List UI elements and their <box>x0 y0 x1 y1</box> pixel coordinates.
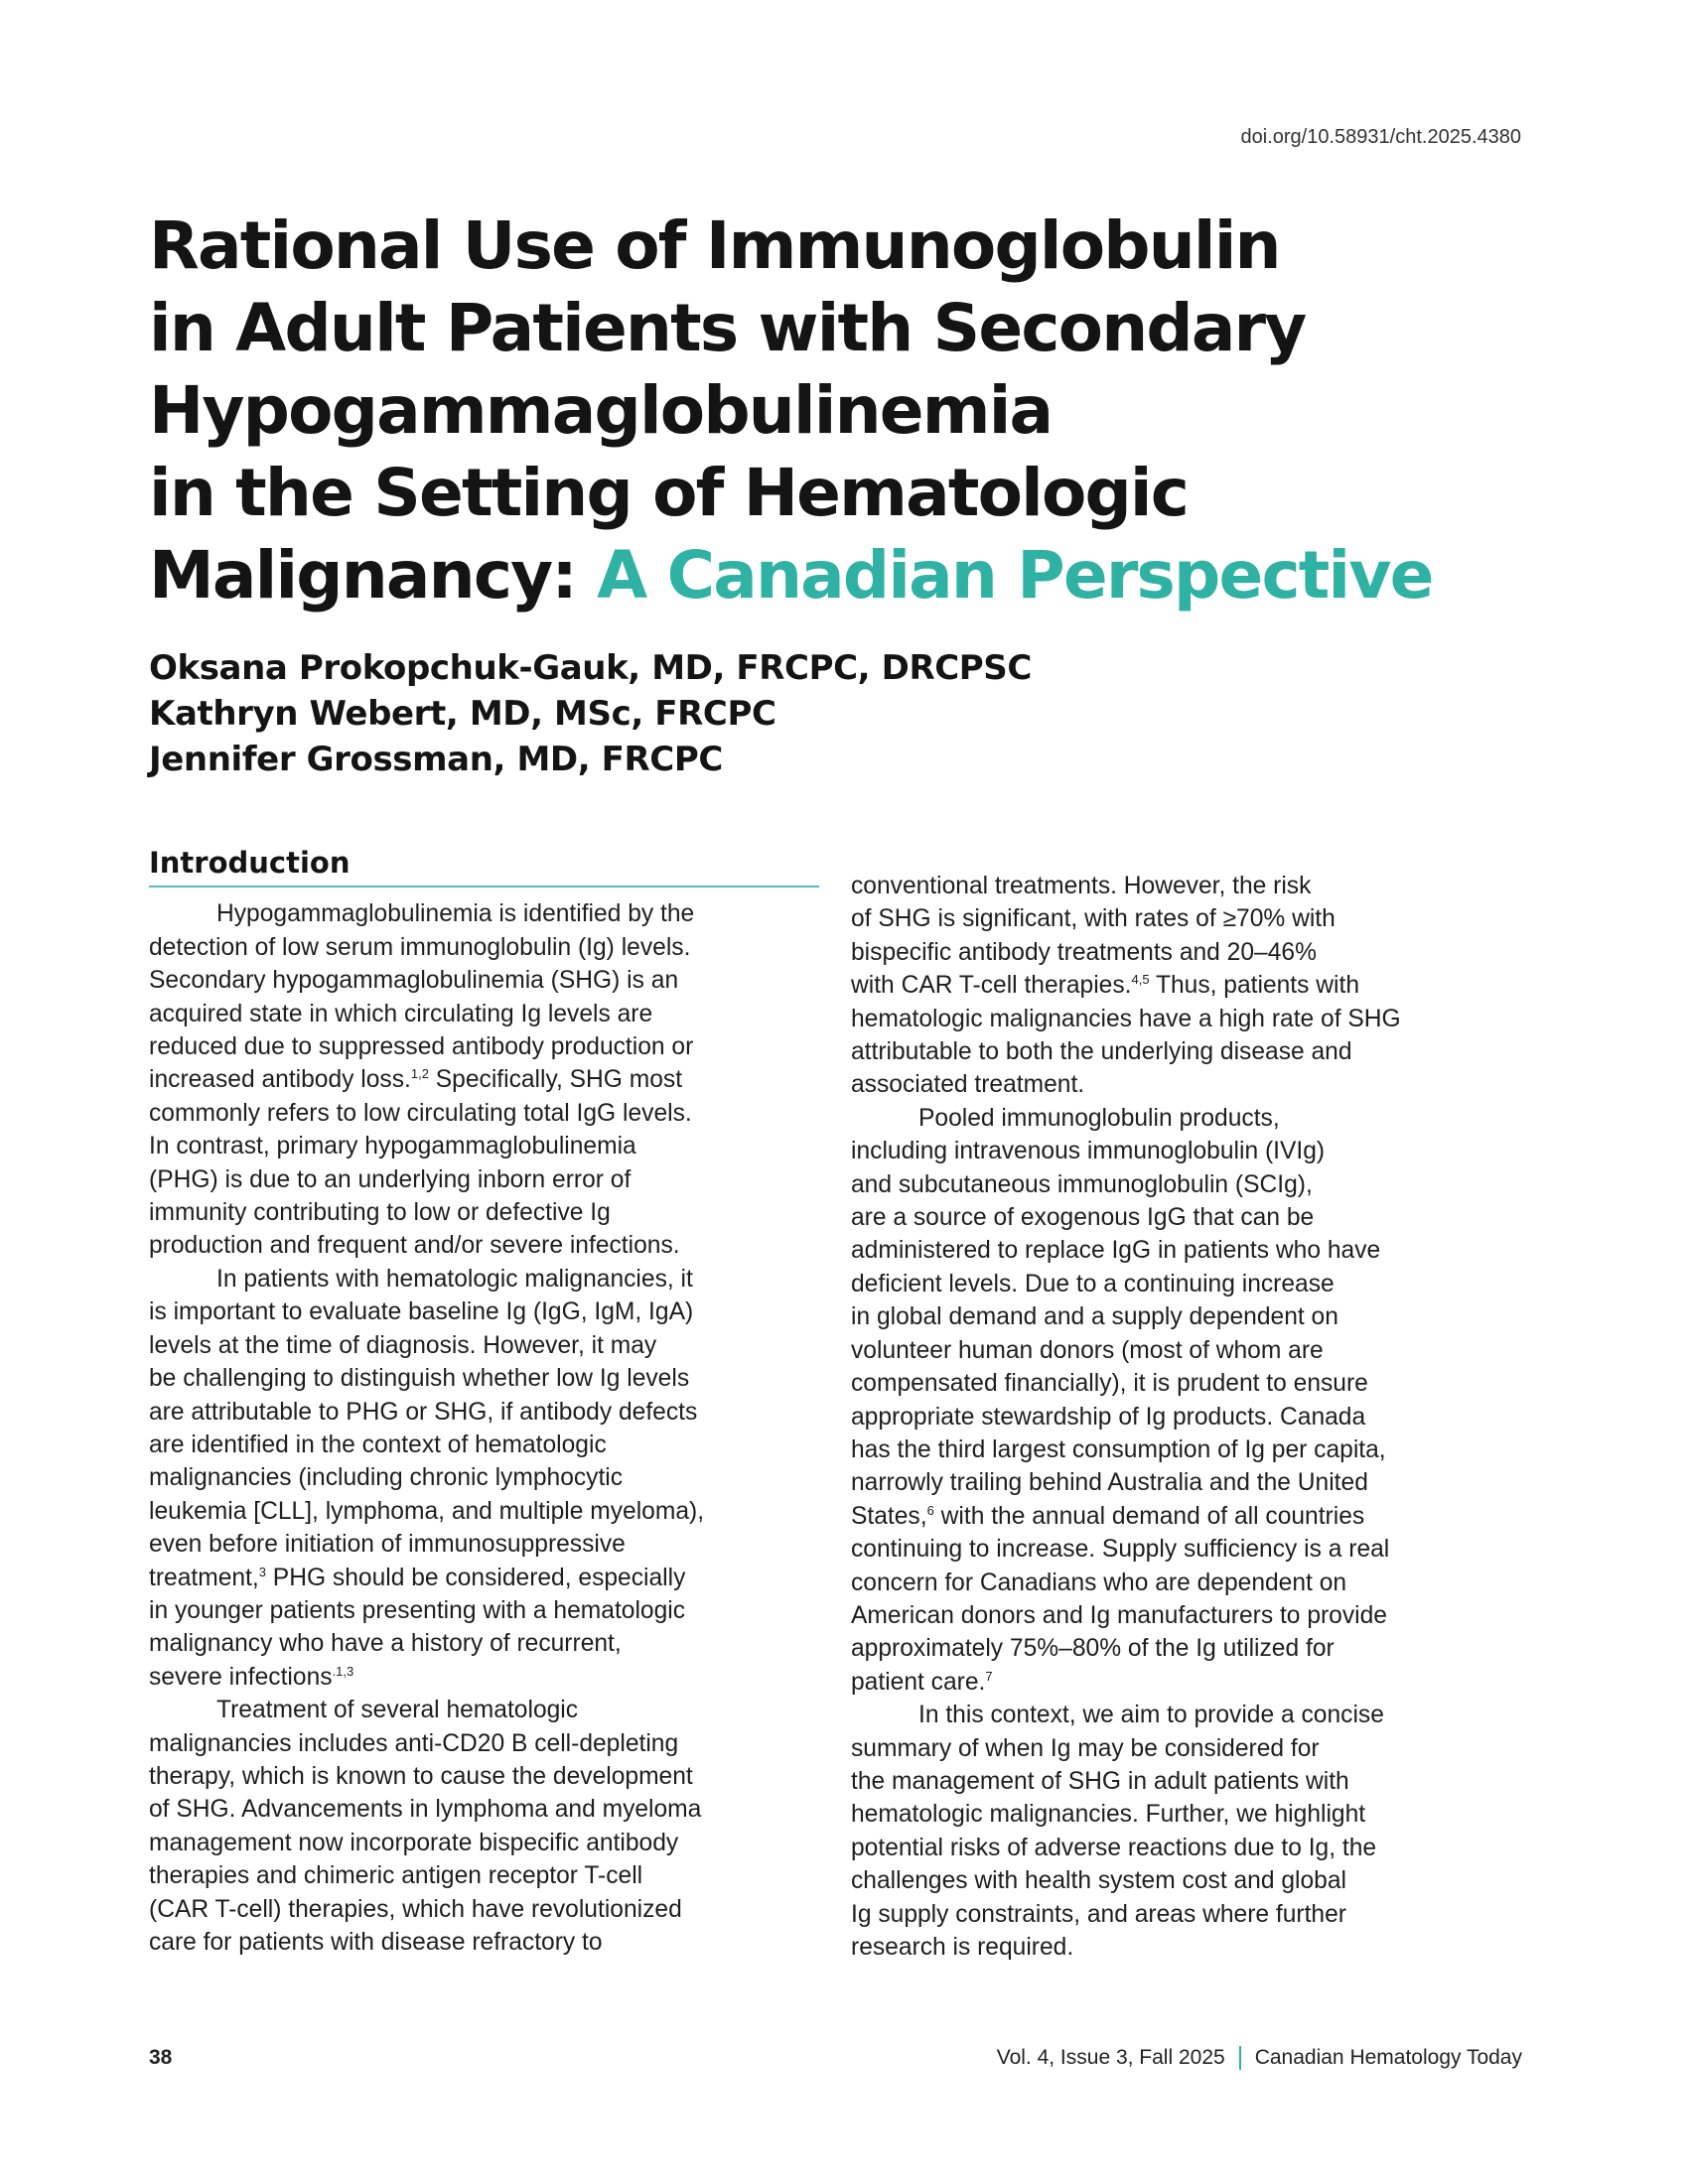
text: Thus, patients with <box>1149 972 1359 1000</box>
text-line: approximately 75%–80% of the Ig utilized for <box>851 1635 1335 1663</box>
text-line: continuing to increase. Supply sufficiency is a real <box>851 1536 1390 1564</box>
text-line: hematologic malignancies. Further, we highlight <box>851 1801 1366 1829</box>
text-line: be challenging to distinguish whether low Ig levels <box>149 1365 690 1393</box>
title-line: in the Setting of Hematologic <box>149 455 1189 531</box>
author-name: Kathryn Webert, MD, MSc, FRCPC <box>149 694 776 734</box>
text: PHG should be considered, especially <box>265 1564 686 1591</box>
section-heading: Introduction <box>149 847 819 887</box>
title-line: Hypogammaglobulinemia <box>149 372 1053 449</box>
text-line: bispecific antibody treatments and 20–46% <box>851 938 1317 966</box>
text-line: compensated financially), it is prudent to ensure <box>851 1370 1368 1398</box>
text-line: leukemia [CLL], lymphoma, and multiple myeloma), <box>149 1497 705 1525</box>
text-line: has the third largest consumption of Ig per capita, <box>851 1435 1386 1463</box>
text-line: In this context, we aim to provide a concise <box>918 1702 1384 1729</box>
left-column <box>149 847 824 1959</box>
paragraph <box>149 897 824 1262</box>
issue-info: Vol. 4, Issue 3, Fall 2025 <box>996 2046 1225 2069</box>
text-line: potential risks of adverse reactions due to Ig, the <box>851 1834 1377 1861</box>
text-line: administered to replace IgG in patients who have <box>851 1237 1381 1265</box>
title-line: Rational Use of Immunoglobulin <box>149 207 1280 284</box>
author-name: Jennifer Grossman, MD, FRCPC <box>149 740 723 779</box>
text-line: summary of when Ig may be considered for <box>851 1734 1320 1762</box>
text-line: therapies and chimeric antigen receptor T-cell <box>149 1862 643 1890</box>
text-line: and subcutaneous immunoglobulin (SCIg), <box>851 1170 1313 1198</box>
paragraph <box>851 1699 1526 1964</box>
text-line: commonly refers to low circulating total IgG levels. <box>149 1099 692 1127</box>
text-line: immunity contributing to low or defective Ig <box>149 1199 611 1227</box>
text-line: management now incorporate bispecific antibody <box>149 1829 679 1856</box>
text: Specifically, SHG most <box>428 1066 683 1094</box>
text-line: are a source of exogenous IgG that can be <box>851 1204 1315 1232</box>
text-line: deficient levels. Due to a continuing increase <box>851 1270 1335 1297</box>
text-line: Secondary hypogammaglobulinemia (SHG) is an <box>149 967 679 995</box>
text-line: associated treatment. <box>851 1071 1085 1099</box>
text-line: care for patients with disease refractory to <box>149 1929 603 1956</box>
citation: 1,2 <box>410 1066 429 1082</box>
title-line: in Adult Patients with Secondary <box>149 290 1306 366</box>
author-name: Oksana Prokopchuk-Gauk, MD, FRCPC, DRCPSC <box>149 648 1032 688</box>
text-line: therapy, which is known to cause the development <box>149 1762 693 1790</box>
text-line <box>851 1666 1526 1699</box>
citation: 7 <box>985 1668 993 1684</box>
text-line: malignancies (including chronic lymphocytic <box>149 1464 624 1492</box>
paragraph <box>149 1694 824 1959</box>
text-line <box>149 1661 824 1694</box>
paragraph <box>851 1102 1526 1699</box>
citation: 4,5 <box>1131 972 1150 988</box>
author-list <box>149 645 1032 782</box>
text-line: the management of SHG in adult patients with <box>851 1767 1349 1795</box>
text-line <box>149 1562 824 1594</box>
text-line: reduced due to suppressed antibody production or <box>149 1033 694 1061</box>
text-line: Hypogammaglobulinemia is identified by the <box>216 900 695 928</box>
article-title <box>149 205 1539 616</box>
text-line: detection of low serum immunoglobulin (Ig) levels. <box>149 933 691 961</box>
text-line: Treatment of several hematologic <box>216 1697 579 1724</box>
text-line: of SHG is significant, with rates of ≥70% with <box>851 905 1336 933</box>
page-number: 38 <box>149 2046 173 2069</box>
text-line: In patients with hematologic malignancies, it <box>216 1265 693 1293</box>
right-column <box>851 870 1526 1964</box>
title-accent: A Canadian Perspective <box>597 537 1433 614</box>
text: with CAR T-cell therapies. <box>851 972 1132 1000</box>
text-line: American donors and Ig manufacturers to provide <box>851 1601 1387 1629</box>
journal-name: Canadian Hematology Today <box>1254 2046 1522 2069</box>
text-line: appropriate stewardship of Ig products. Canada <box>851 1403 1366 1431</box>
text-line: conventional treatments. However, the risk <box>851 873 1312 899</box>
text-line: malignancy who have a history of recurrent, <box>149 1630 622 1658</box>
text-line: hematologic malignancies have a high rate of SHG <box>851 1005 1401 1032</box>
separator <box>1239 2046 1241 2070</box>
text: severe infections <box>149 1663 333 1691</box>
title-line-last <box>149 534 1539 616</box>
text-line: including intravenous immunoglobulin (IVIg) <box>851 1138 1326 1165</box>
journal-info <box>997 2046 1522 2070</box>
text-line: In contrast, primary hypogammaglobulinemia <box>149 1133 636 1160</box>
text-line: malignancies includes anti-CD20 B cell-depleting <box>149 1729 679 1757</box>
text-line: attributable to both the underlying disease and <box>851 1038 1352 1066</box>
doi-link[interactable]: doi.org/10.58931/cht.2025.4380 <box>1240 126 1521 148</box>
text-line: production and frequent and/or severe infections. <box>149 1232 680 1260</box>
text-line: narrowly trailing behind Australia and the United <box>851 1469 1368 1497</box>
text-line: in global demand and a supply dependent on <box>851 1303 1338 1331</box>
text-line: volunteer human donors (most of whom are <box>851 1336 1324 1364</box>
title-main: Malignancy: <box>149 537 576 614</box>
text-line: is important to evaluate baseline Ig (IgG, IgM, IgA) <box>149 1298 694 1326</box>
text: treatment, <box>149 1564 259 1591</box>
text-line <box>149 1063 824 1096</box>
text-line <box>851 969 1526 1002</box>
text: with the annual demand of all countries <box>933 1502 1365 1530</box>
paragraph <box>851 870 1526 1102</box>
text-line: challenges with health system cost and global <box>851 1867 1346 1895</box>
citation: 3 <box>258 1564 266 1579</box>
text-line: are identified in the context of hematologic <box>149 1431 607 1458</box>
citation: 6 <box>926 1502 934 1518</box>
text: States, <box>851 1502 927 1530</box>
text-line: Pooled immunoglobulin products, <box>918 1104 1280 1132</box>
text: patient care. <box>851 1668 986 1696</box>
text-line: even before initiation of immunosuppressive <box>149 1531 626 1559</box>
paragraph <box>149 1263 824 1694</box>
text-line: concern for Canadians who are dependent on <box>851 1569 1347 1596</box>
text-line: are attributable to PHG or SHG, if antibody defects <box>149 1398 698 1426</box>
text-line <box>851 1500 1526 1533</box>
text-line: research is required. <box>851 1934 1074 1961</box>
text-line: (CAR T-cell) therapies, which have revolutionized <box>149 1895 682 1923</box>
text-line: of SHG. Advancements in lymphoma and myeloma <box>149 1796 702 1824</box>
text-line: in younger patients presenting with a hematologic <box>149 1596 686 1624</box>
citation: .1,3 <box>332 1663 354 1679</box>
text: increased antibody loss. <box>149 1066 411 1094</box>
text-line: Ig supply constraints, and areas where further <box>851 1900 1346 1928</box>
text-line: (PHG) is due to an underlying inborn error of <box>149 1165 632 1193</box>
text-line: acquired state in which circulating Ig levels are <box>149 1000 653 1027</box>
text-line: levels at the time of diagnosis. However, it may <box>149 1331 657 1359</box>
